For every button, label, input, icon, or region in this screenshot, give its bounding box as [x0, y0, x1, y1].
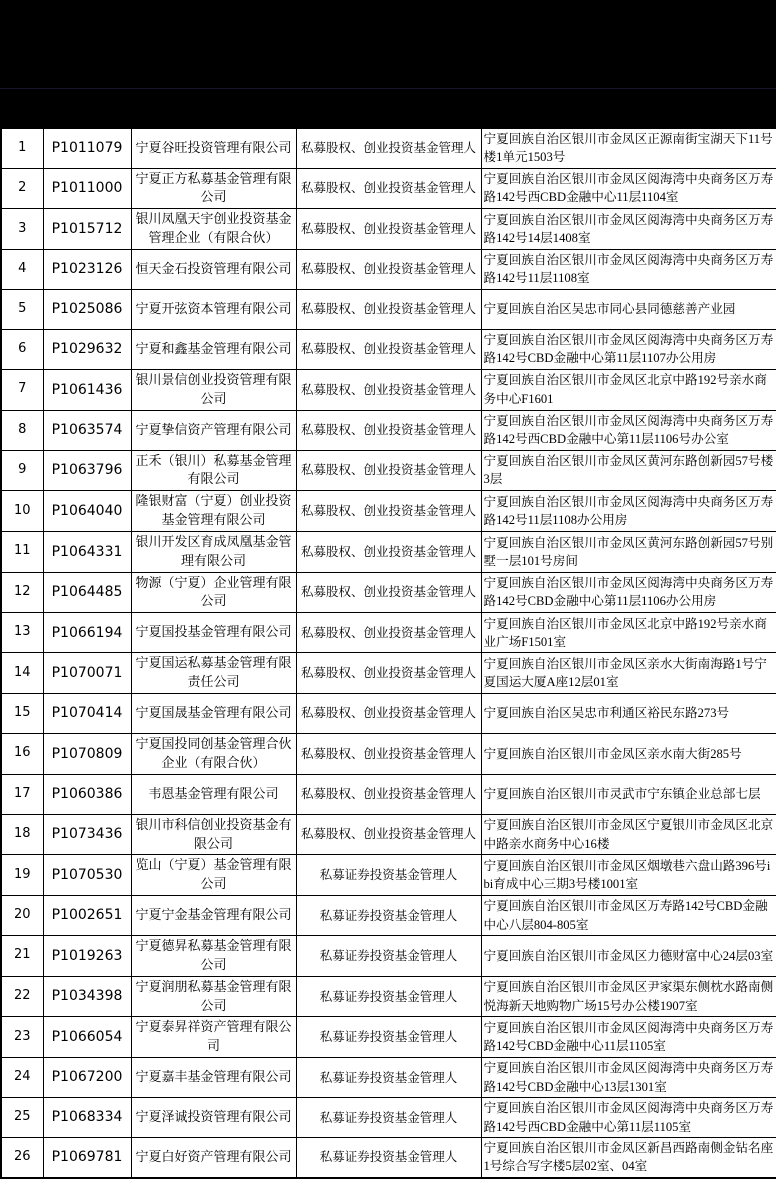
address-cell: 宁夏回族自治区银川市金凤区亲水大街南海路1号宁夏国运大厦A座12层01室 — [481, 653, 776, 694]
manager-type-cell: 私募股权、创业投资基金管理人 — [296, 734, 481, 775]
row-number-cell: 8 — [1, 410, 43, 450]
registration-code-cell: P1070414 — [43, 694, 131, 734]
manager-type-cell: 私募股权、创业投资基金管理人 — [296, 450, 481, 491]
row-number-cell: 1 — [1, 128, 43, 168]
manager-type-cell: 私募证券投资基金管理人 — [296, 1058, 481, 1098]
manager-type-cell: 私募股权、创业投资基金管理人 — [296, 249, 481, 289]
manager-type-cell: 私募股权、创业投资基金管理人 — [296, 531, 481, 572]
row-number-cell: 14 — [1, 653, 43, 694]
manager-type-cell: 私募股权、创业投资基金管理人 — [296, 209, 481, 250]
row-number-cell: 18 — [1, 814, 43, 855]
registration-code-cell: P1060386 — [43, 774, 131, 814]
company-name-cell: 宁夏泰昇祥资产管理有限公司 — [131, 1017, 296, 1058]
registration-code-cell: P1063796 — [43, 450, 131, 491]
row-number-cell: 3 — [1, 209, 43, 250]
row-number-cell: 11 — [1, 531, 43, 572]
company-name-cell: 宁夏挚信资产管理有限公司 — [131, 410, 296, 450]
row-number-cell: 26 — [1, 1138, 43, 1178]
table-row — [1, 613, 776, 653]
row-number-cell: 15 — [1, 694, 43, 734]
address-cell: 宁夏回族自治区银川市金凤区黄河东路创新园57号楼3层 — [481, 450, 776, 491]
table-row — [1, 531, 776, 572]
address-cell: 宁夏回族自治区银川市金凤区北京中路192号亲水商务中心F1601 — [481, 369, 776, 410]
company-name-cell: 宁夏谷旺投资管理有限公司 — [131, 128, 296, 168]
manager-type-cell: 私募证券投资基金管理人 — [296, 855, 481, 896]
address-cell: 宁夏回族自治区银川市金凤区阅海湾中央商务区万寿路142号11层1108室 — [481, 249, 776, 289]
registration-code-cell: P1023126 — [43, 249, 131, 289]
address-cell: 宁夏回族自治区银川市金凤区阅海湾中央商务区万寿路142号CBD金融中心第11层1106办公用房 — [481, 572, 776, 613]
manager-type-cell: 私募股权、创业投资基金管理人 — [296, 814, 481, 855]
address-cell: 宁夏回族自治区银川市金凤区阅海湾中央商务区万寿路142号西CBD金融中心第11层1105室 — [481, 1098, 776, 1138]
company-name-cell: 银川凤凰天宇创业投资基金管理企业（有限合伙） — [131, 209, 296, 250]
table-row — [1, 896, 776, 936]
manager-type-cell: 私募股权、创业投资基金管理人 — [296, 410, 481, 450]
row-number-cell: 12 — [1, 572, 43, 613]
manager-type-cell: 私募股权、创业投资基金管理人 — [296, 128, 481, 168]
table-row — [1, 1098, 776, 1138]
table-row — [1, 450, 776, 491]
registration-code-cell: P1015712 — [43, 209, 131, 250]
table-row — [1, 491, 776, 532]
row-number-cell: 7 — [1, 369, 43, 410]
address-cell: 宁夏回族自治区银川市金凤区宁夏银川市金凤区北京中路亲水商务中心16楼 — [481, 814, 776, 855]
address-cell: 宁夏回族自治区银川市金凤区黄河东路创新园57号别墅一层101号房间 — [481, 531, 776, 572]
manager-type-cell: 私募股权、创业投资基金管理人 — [296, 694, 481, 734]
row-number-cell: 13 — [1, 613, 43, 653]
manager-type-cell: 私募证券投资基金管理人 — [296, 936, 481, 977]
address-cell: 宁夏回族自治区银川市金凤区阅海湾中央商务区万寿路142号西CBD金融中心第11层1106号办公室 — [481, 410, 776, 450]
table-row — [1, 572, 776, 613]
table-row — [1, 976, 776, 1017]
address-cell: 宁夏回族自治区吴忠市利通区裕民东路273号 — [481, 694, 776, 734]
manager-type-cell: 私募股权、创业投资基金管理人 — [296, 289, 481, 329]
manager-type-cell: 私募股权、创业投资基金管理人 — [296, 572, 481, 613]
registration-code-cell: P1025086 — [43, 289, 131, 329]
table-row — [1, 168, 776, 209]
address-cell: 宁夏回族自治区银川市金凤区正源南街宝湖天下11号楼1单元1503号 — [481, 128, 776, 168]
address-cell: 宁夏回族自治区银川市金凤区烟墩巷六盘山路396号ibi育成中心三期3号楼1001室 — [481, 855, 776, 896]
table-row — [1, 936, 776, 977]
fund-table-body — [1, 128, 776, 1178]
registration-code-cell: P1070809 — [43, 734, 131, 775]
address-cell: 宁夏回族自治区银川市灵武市宁东镇企业总部七层 — [481, 774, 776, 814]
header-divider — [0, 88, 776, 89]
manager-type-cell: 私募股权、创业投资基金管理人 — [296, 774, 481, 814]
row-number-cell: 6 — [1, 329, 43, 369]
row-number-cell: 4 — [1, 249, 43, 289]
table-row — [1, 734, 776, 775]
registration-code-cell: P1069781 — [43, 1138, 131, 1178]
company-name-cell: 正禾（银川）私募基金管理有限公司 — [131, 450, 296, 491]
row-number-cell: 20 — [1, 896, 43, 936]
manager-type-cell: 私募证券投资基金管理人 — [296, 976, 481, 1017]
registration-code-cell: P1070530 — [43, 855, 131, 896]
registration-code-cell: P1061436 — [43, 369, 131, 410]
row-number-cell: 10 — [1, 491, 43, 532]
registration-code-cell: P1011000 — [43, 168, 131, 209]
registration-code-cell: P1066054 — [43, 1017, 131, 1058]
row-number-cell: 19 — [1, 855, 43, 896]
company-name-cell: 宁夏国投同创基金管理合伙企业（有限合伙） — [131, 734, 296, 775]
address-cell: 宁夏回族自治区银川市金凤区阅海湾中央商务区万寿路142号CBD金融中心11层1105室 — [481, 1017, 776, 1058]
company-name-cell: 宁夏嘉丰基金管理有限公司 — [131, 1058, 296, 1098]
table-row — [1, 209, 776, 250]
company-name-cell: 恒天金石投资管理有限公司 — [131, 249, 296, 289]
address-cell: 宁夏回族自治区银川市金凤区尹家渠东侧枕水路南侧悦海新天地购物广场15号办公楼1907室 — [481, 976, 776, 1017]
registration-code-cell: P1064485 — [43, 572, 131, 613]
registration-code-cell: P1067200 — [43, 1058, 131, 1098]
company-name-cell: 宁夏泽诚投资管理有限公司 — [131, 1098, 296, 1138]
company-name-cell: 宁夏国运私募基金管理有限责任公司 — [131, 653, 296, 694]
address-cell: 宁夏回族自治区银川市金凤区阅海湾中央商务区万寿路142号西CBD金融中心11层1104室 — [481, 168, 776, 209]
row-number-cell: 25 — [1, 1098, 43, 1138]
address-cell: 宁夏回族自治区银川市金凤区北京中路192号亲水商业广场F1501室 — [481, 613, 776, 653]
registration-code-cell: P1034398 — [43, 976, 131, 1017]
registration-code-cell: P1066194 — [43, 613, 131, 653]
address-cell: 宁夏回族自治区银川市金凤区万寿路142号CBD金融中心八层804-805室 — [481, 896, 776, 936]
company-name-cell: 宁夏开弦资本管理有限公司 — [131, 289, 296, 329]
manager-type-cell: 私募股权、创业投资基金管理人 — [296, 653, 481, 694]
registration-code-cell: P1064040 — [43, 491, 131, 532]
registration-code-cell: P1064331 — [43, 531, 131, 572]
address-cell: 宁夏回族自治区银川市金凤区阅海湾中央商务区万寿路142号CBD金融中心第11层1107办公用房 — [481, 329, 776, 369]
registration-code-cell: P1002651 — [43, 896, 131, 936]
address-cell: 宁夏回族自治区银川市金凤区阅海湾中央商务区万寿路142号CBD金融中心13层1301室 — [481, 1058, 776, 1098]
company-name-cell: 宁夏宁金基金管理有限公司 — [131, 896, 296, 936]
table-row — [1, 329, 776, 369]
address-cell: 宁夏回族自治区银川市金凤区阅海湾中央商务区万寿路142号11层1108办公用房 — [481, 491, 776, 532]
registration-code-cell: P1011079 — [43, 128, 131, 168]
company-name-cell: 银川市科信创业投资基金有限公司 — [131, 814, 296, 855]
registration-code-cell: P1068334 — [43, 1098, 131, 1138]
address-cell: 宁夏回族自治区银川市金凤区新昌西路南侧金钻名座1号综合写字楼5层02室、04室 — [481, 1138, 776, 1178]
row-number-cell: 24 — [1, 1058, 43, 1098]
registration-code-cell: P1029632 — [43, 329, 131, 369]
table-row — [1, 410, 776, 450]
table-row — [1, 814, 776, 855]
row-number-cell: 17 — [1, 774, 43, 814]
table-row — [1, 1138, 776, 1178]
company-name-cell: 银川景信创业投资管理有限公司 — [131, 369, 296, 410]
redacted-header — [0, 0, 776, 127]
company-name-cell: 隆银财富（宁夏）创业投资基金管理有限公司 — [131, 491, 296, 532]
company-name-cell: 银川开发区育成凤凰基金管理有限公司 — [131, 531, 296, 572]
manager-type-cell: 私募证券投资基金管理人 — [296, 896, 481, 936]
company-name-cell: 宁夏正方私募基金管理有限公司 — [131, 168, 296, 209]
company-name-cell: 宁夏和鑫基金管理有限公司 — [131, 329, 296, 369]
company-name-cell: 物源（宁夏）企业管理有限公司 — [131, 572, 296, 613]
manager-type-cell: 私募证券投资基金管理人 — [296, 1017, 481, 1058]
company-name-cell: 宁夏国投基金管理有限公司 — [131, 613, 296, 653]
company-name-cell: 宁夏德昇私募基金管理有限公司 — [131, 936, 296, 977]
row-number-cell: 5 — [1, 289, 43, 329]
manager-type-cell: 私募股权、创业投资基金管理人 — [296, 369, 481, 410]
table-row — [1, 1058, 776, 1098]
row-number-cell: 2 — [1, 168, 43, 209]
company-name-cell: 宁夏润朋私募基金管理有限公司 — [131, 976, 296, 1017]
registration-code-cell: P1063574 — [43, 410, 131, 450]
table-row — [1, 369, 776, 410]
registration-code-cell: P1073436 — [43, 814, 131, 855]
manager-type-cell: 私募证券投资基金管理人 — [296, 1098, 481, 1138]
row-number-cell: 22 — [1, 976, 43, 1017]
table-row — [1, 249, 776, 289]
address-cell: 宁夏回族自治区银川市金凤区力德财富中心24层03室 — [481, 936, 776, 977]
row-number-cell: 23 — [1, 1017, 43, 1058]
company-name-cell: 韦恩基金管理有限公司 — [131, 774, 296, 814]
address-cell: 宁夏回族自治区银川市金凤区阅海湾中央商务区万寿路142号14层1408室 — [481, 209, 776, 250]
company-name-cell: 宁夏国晟基金管理有限公司 — [131, 694, 296, 734]
registration-code-cell: P1019263 — [43, 936, 131, 977]
address-cell: 宁夏回族自治区银川市金凤区亲水南大街285号 — [481, 734, 776, 775]
manager-type-cell: 私募证券投资基金管理人 — [296, 1138, 481, 1178]
row-number-cell: 21 — [1, 936, 43, 977]
table-row — [1, 774, 776, 814]
table-row — [1, 653, 776, 694]
table-row — [1, 855, 776, 896]
row-number-cell: 16 — [1, 734, 43, 775]
table-row — [1, 694, 776, 734]
fund-manager-table — [0, 127, 776, 1179]
manager-type-cell: 私募股权、创业投资基金管理人 — [296, 491, 481, 532]
address-cell: 宁夏回族自治区吴忠市同心县同德慈善产业园 — [481, 289, 776, 329]
registration-code-cell: P1070071 — [43, 653, 131, 694]
table-row — [1, 128, 776, 168]
manager-type-cell: 私募股权、创业投资基金管理人 — [296, 613, 481, 653]
manager-type-cell: 私募股权、创业投资基金管理人 — [296, 168, 481, 209]
table-row — [1, 289, 776, 329]
manager-type-cell: 私募股权、创业投资基金管理人 — [296, 329, 481, 369]
company-name-cell: 览山（宁夏）基金管理有限公司 — [131, 855, 296, 896]
company-name-cell: 宁夏白好资产管理有限公司 — [131, 1138, 296, 1178]
row-number-cell: 9 — [1, 450, 43, 491]
table-row — [1, 1017, 776, 1058]
